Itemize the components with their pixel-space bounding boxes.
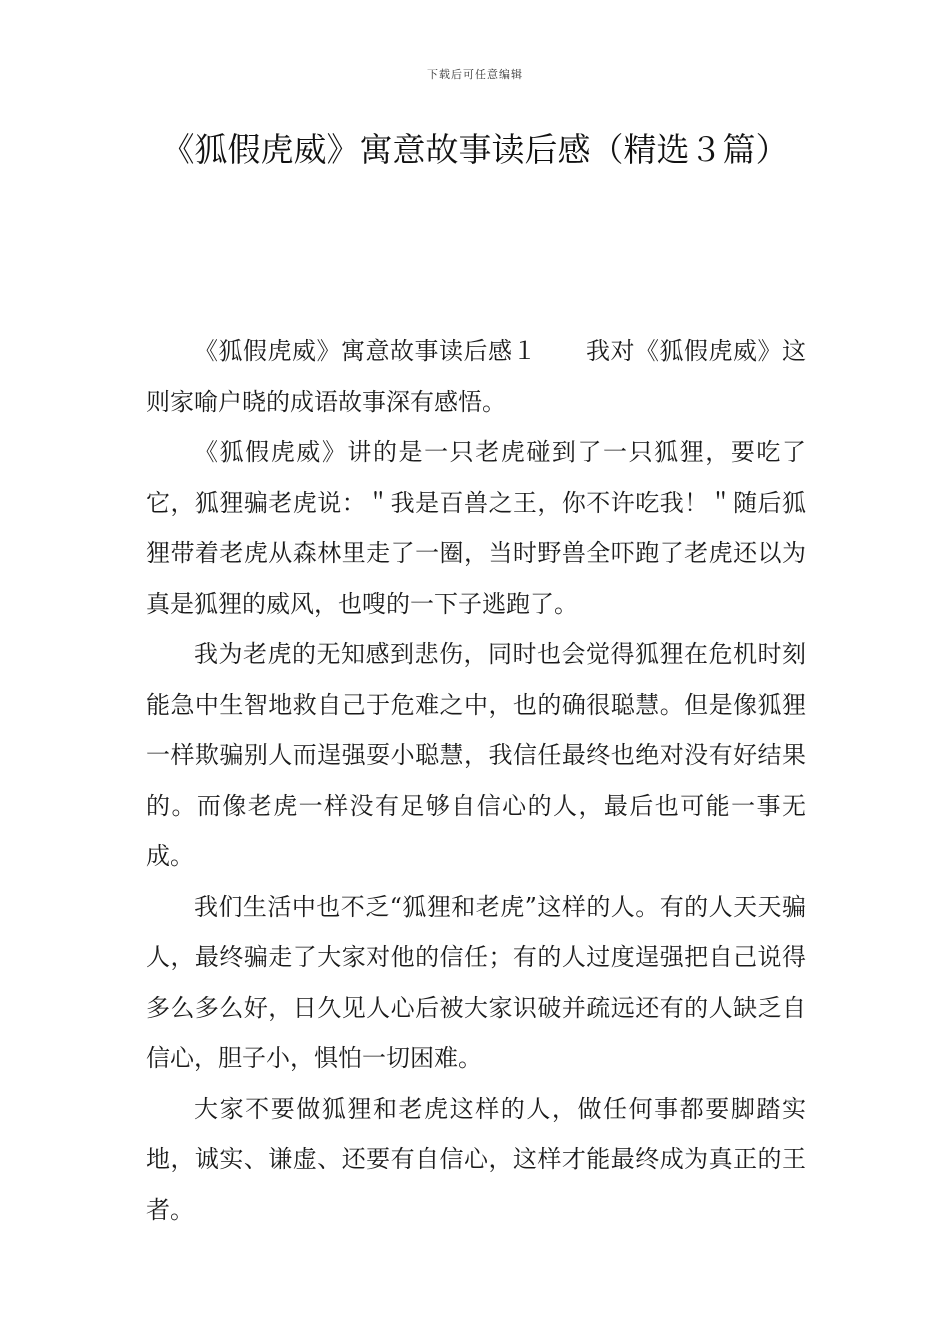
header-note: 下载后可任意编辑 (427, 68, 523, 81)
document-title: 《狐假虎威》寓意故事读后感（精选３篇） (161, 130, 789, 169)
paragraph-conclusion: 大家不要做狐狸和老虎这样的人，做任何事都要脚踏实地，诚实、谦虚、还要有自信心，这样才能最终成为真正的王者。 (146, 1094, 806, 1224)
paragraph-real-life: 我们生活中也不乏“狐狸和老虎”这样的人。有的人天天骗人，最终骗走了大家对他的信任；有的人过度逞强把自己说得多么多么好，日久见人心后被大家识破并疏远还有的人缺乏自信心，胆子小，惧怕一切困难。 (146, 892, 806, 1072)
paragraph-story-summary: 《狐假虎威》讲的是一只老虎碰到了一只狐狸，要吃了它，狐狸骗老虎说：＂我是百兽之王，你不许吃我！＂随后狐狸带着老虎从森林里走了一圈，当时野兽全吓跑了老虎还以为真是狐狸的威风，也嗖的一下子逃跑了。 (146, 438, 806, 618)
document-body (146, 326, 806, 1235)
paragraph-intro: 《狐假虎威》寓意故事读后感１ 我对《狐假虎威》这则家喻户晓的成语故事深有感悟。 (146, 337, 806, 416)
paragraph-reflection: 我为老虎的无知感到悲伤，同时也会觉得狐狸在危机时刻能急中生智地救自己于危难之中，也的确很聪慧。但是像狐狸一样欺骗别人而逞强耍小聪慧，我信任最终也绝对没有好结果的。而像老虎一样没有足够自信心的人，最后也可能一事无成。 (146, 640, 806, 870)
